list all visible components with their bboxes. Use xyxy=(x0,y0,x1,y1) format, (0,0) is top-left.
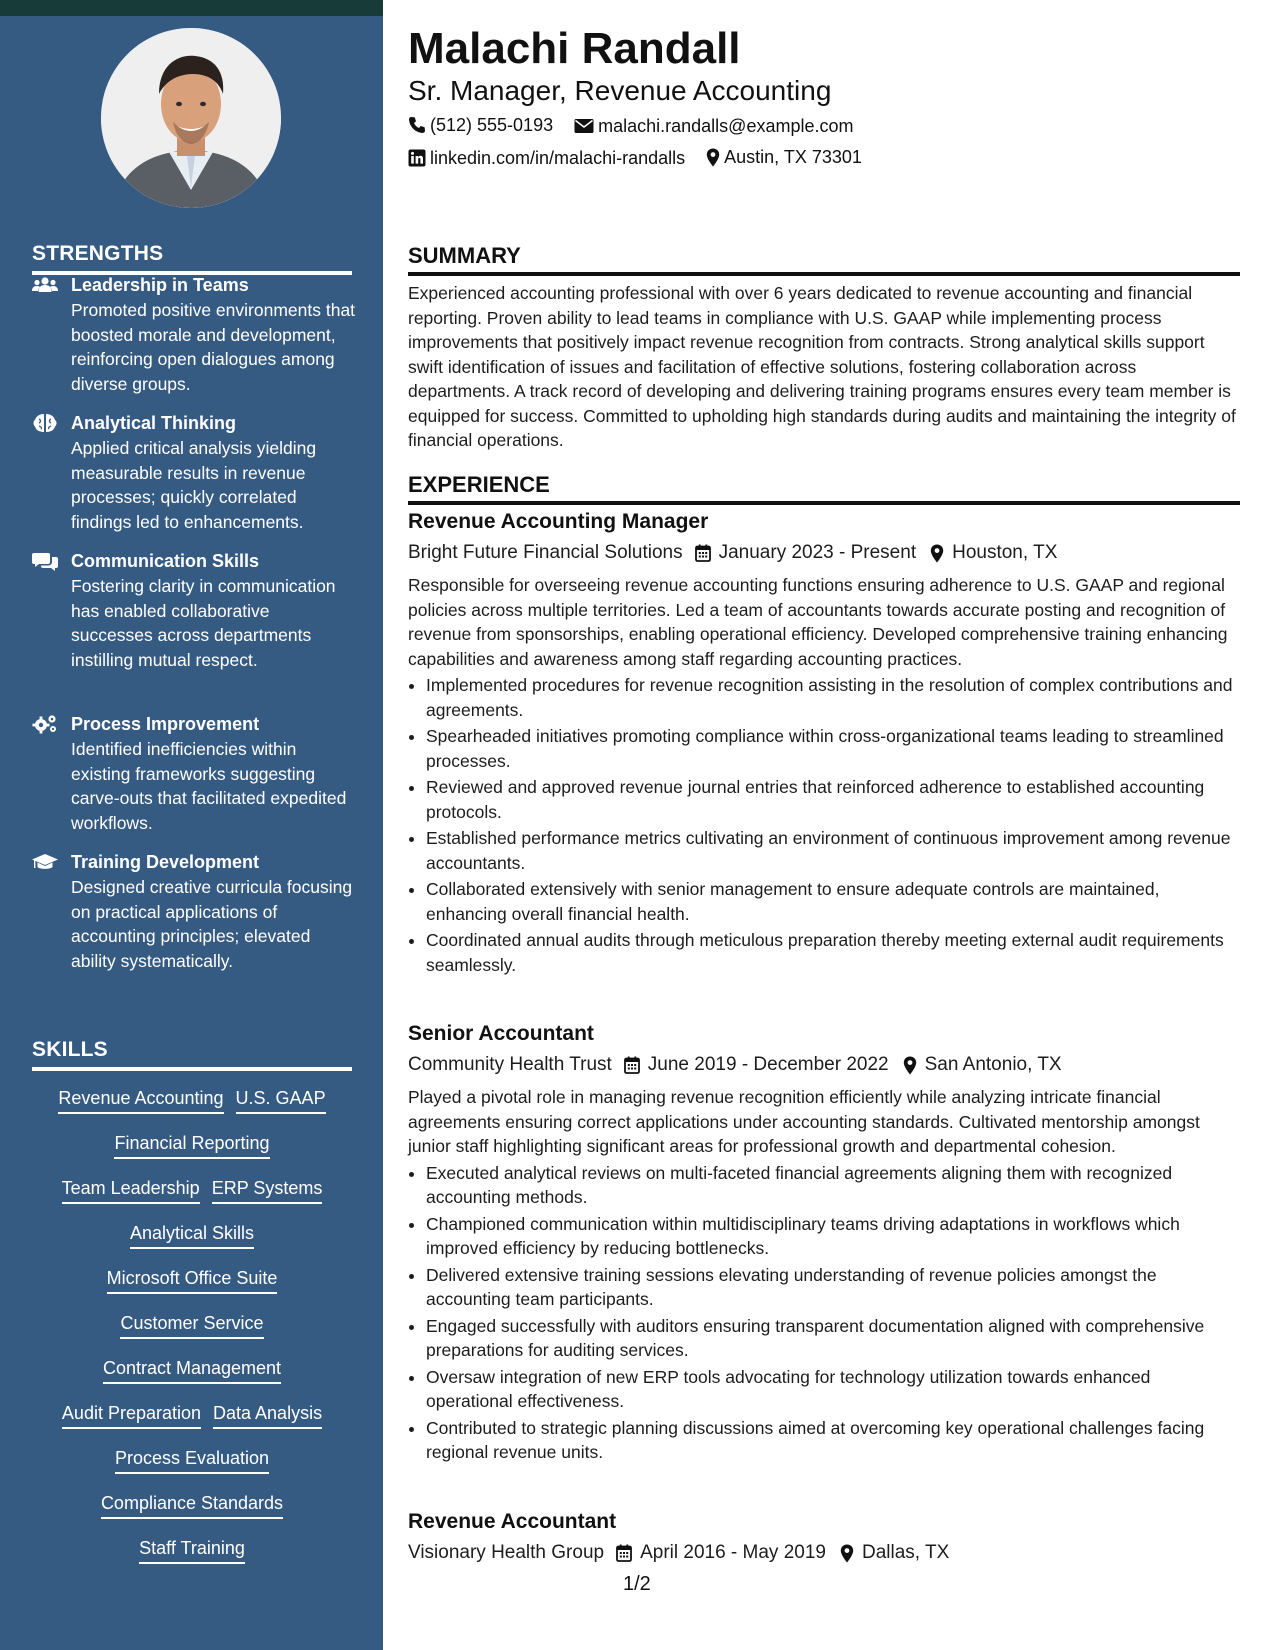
job-dates: April 2016 - May 2019 xyxy=(640,1542,826,1563)
achievement-item: • Engaged successfully with auditors ensuring transparent documentation aligned with comprehensive preparations for auditing services. xyxy=(426,1314,1240,1363)
skill-tag: Customer Service xyxy=(120,1311,263,1339)
strength-description: Applied critical analysis yielding measurable results in revenue processes; quickly correlated findings led to enhancements. xyxy=(71,438,317,532)
achievement-item: • Delivered extensive training sessions elevating understanding of revenue policies amongst the accounting team participants. xyxy=(426,1263,1240,1312)
skill-tag: Financial Reporting xyxy=(114,1131,269,1159)
skill-tag: Revenue Accounting xyxy=(58,1086,223,1114)
location-text: Austin, TX 73301 xyxy=(724,147,862,167)
linkedin-icon xyxy=(408,149,426,167)
strength-title: Training Development xyxy=(71,852,260,872)
email-contact xyxy=(574,114,853,138)
skill-row xyxy=(32,1131,352,1176)
skill-row xyxy=(32,1221,352,1266)
gears-icon xyxy=(32,714,58,734)
contact-row xyxy=(408,145,878,173)
skills-list xyxy=(32,1086,352,1581)
linkedin-url: linkedin.com/in/malachi-randalls xyxy=(430,147,686,168)
strength-title: Leadership in Teams xyxy=(71,275,249,295)
strength-item xyxy=(32,549,362,672)
strength-item xyxy=(32,411,362,534)
sidebar-top-bar xyxy=(0,0,383,16)
job-meta xyxy=(408,1051,1240,1079)
phone-number: (512) 555-0193 xyxy=(430,115,554,135)
strength-item xyxy=(32,273,362,396)
map-pin-icon xyxy=(903,1056,917,1075)
job-dates: June 2019 - December 2022 xyxy=(647,1054,889,1075)
skill-tag: U.S. GAAP xyxy=(236,1086,326,1114)
experience-heading: EXPERIENCE xyxy=(408,471,1240,505)
job-achievements xyxy=(408,1161,1240,1465)
skill-tag: Microsoft Office Suite xyxy=(107,1266,278,1294)
skill-row xyxy=(32,1176,352,1221)
graduation-cap-icon xyxy=(32,852,58,872)
map-pin-icon xyxy=(930,544,944,563)
job-meta xyxy=(408,539,1240,567)
avatar xyxy=(101,28,281,208)
strength-title: Analytical Thinking xyxy=(71,413,237,433)
candidate-title: Sr. Manager, Revenue Accounting xyxy=(408,75,832,106)
strength-title: Process Improvement xyxy=(71,714,260,734)
skill-row xyxy=(32,1311,352,1356)
job-dates: January 2023 - Present xyxy=(718,542,917,563)
job-company: Bright Future Financial Solutions xyxy=(408,542,683,563)
achievement-item: • Oversaw integration of new ERP tools advocating for technology utilization towards enhanced operational effectiveness. xyxy=(426,1365,1240,1414)
skill-tag: ERP Systems xyxy=(212,1176,323,1204)
map-pin-icon xyxy=(840,1544,854,1563)
map-pin-icon xyxy=(706,148,720,167)
strength-description: Fostering clarity in communication has enabled collaborative successes across departments instilling mutual respect. xyxy=(71,576,336,670)
achievement-item: • Spearheaded initiatives promoting compliance within cross-organizational teams leading to streamlined processes. xyxy=(426,724,1240,773)
sidebar xyxy=(0,0,383,1650)
summary-text: Experienced accounting professional with over 6 years dedicated to revenue accounting and financial reporting. Proven ability to lead teams in compliance with U.S. GAAP while implementing process improvements that positively impact revenue recognition from contracts. Strong analytical skills support swift identification of issues and facilitation of effective solutions, fostering collaboration across departments. A track record of developing and delivering training programs ensures every team member is equipped for success. Committed to upholding high standards during audits and maintaining the integrity of financial operations. xyxy=(408,283,1236,450)
job-location: Dallas, TX xyxy=(861,1542,950,1563)
job-achievements xyxy=(408,673,1240,977)
strength-description: Promoted positive environments that boosted morale and development, reinforcing open dialogues among diverse groups. xyxy=(71,300,356,394)
linkedin-contact xyxy=(408,146,685,170)
skills-heading: SKILLS xyxy=(32,1038,352,1071)
strength-description: Identified inefficiencies within existing frameworks suggesting carve-outs that facilitated expedited workflows. xyxy=(71,739,347,833)
skill-tag: Audit Preparation xyxy=(62,1401,201,1429)
strength-description: Designed creative curricula focusing on practical applications of accounting principles; elevated ability systematically. xyxy=(71,877,353,971)
job-location: Houston, TX xyxy=(952,542,1058,563)
phone-contact xyxy=(408,113,553,137)
people-group-icon xyxy=(32,275,58,295)
skill-tag: Data Analysis xyxy=(213,1401,322,1429)
job-meta xyxy=(408,1539,1240,1567)
skill-row xyxy=(32,1086,352,1131)
job-role: Revenue Accountant xyxy=(408,1510,617,1533)
job-company: Community Health Trust xyxy=(408,1054,612,1075)
achievement-item: • Established performance metrics cultivating an environment of continuous improvement among revenue accountants. xyxy=(426,826,1240,875)
page-number: 1/2 xyxy=(623,1573,651,1595)
job-company: Visionary Health Group xyxy=(408,1542,605,1563)
skill-row xyxy=(32,1491,352,1536)
location-contact xyxy=(706,145,862,169)
summary-heading: SUMMARY xyxy=(408,242,1240,276)
skill-tag: Analytical Skills xyxy=(130,1221,254,1249)
achievement-item: • Implemented procedures for revenue recognition assisting in the resolution of complex contributions and agreements. xyxy=(426,673,1240,722)
skill-tag: Team Leadership xyxy=(62,1176,200,1204)
experience-entry xyxy=(408,1508,1240,1567)
job-description: Played a pivotal role in managing revenue recognition efficiently while analyzing intricate financial agreements ensuring correct applications under accounting standards. Cultivated mentorship amongst junior staff highlighting significant areas for professional growth and departmental cohesion. xyxy=(408,1087,1200,1156)
skill-tag: Contract Management xyxy=(103,1356,281,1384)
strengths-heading: STRENGTHS xyxy=(32,242,352,275)
skill-tag: Process Evaluation xyxy=(115,1446,269,1474)
skill-row xyxy=(32,1266,352,1311)
email-address: malachi.randalls@example.com xyxy=(598,116,854,136)
skill-row xyxy=(32,1401,352,1446)
skill-row xyxy=(32,1446,352,1491)
strength-item xyxy=(32,850,362,973)
achievement-item: • Championed communication within multidisciplinary teams driving adaptations in workflows which improved efficiency by reducing bottlenecks. xyxy=(426,1212,1240,1261)
job-description: Responsible for overseeing revenue accounting functions ensuring adherence to U.S. GAAP and regional policies across multiple territories. Led a team of accountants towards accurate posting and recognition of revenue from sponsorships, enabling operational efficiency. Developed comprehensive training enhancing capabilities and awareness among staff regarding accounting practices. xyxy=(408,575,1228,669)
avatar-portrait xyxy=(101,28,281,208)
calendar-icon xyxy=(695,544,711,562)
job-role: Revenue Accounting Manager xyxy=(408,510,709,533)
envelope-icon xyxy=(574,118,594,134)
skill-tag: Staff Training xyxy=(139,1536,245,1564)
achievement-item: • Reviewed and approved revenue journal entries that reinforced adherence to established accounting protocols. xyxy=(426,775,1240,824)
job-location: San Antonio, TX xyxy=(924,1054,1062,1075)
skill-row xyxy=(32,1536,352,1581)
achievement-item: • Collaborated extensively with senior management to ensure adequate controls are maintained, enhancing overall financial health. xyxy=(426,877,1240,926)
job-role: Senior Accountant xyxy=(408,1022,594,1045)
calendar-icon xyxy=(616,1544,632,1562)
brain-icon xyxy=(32,413,58,433)
comments-icon xyxy=(32,551,58,571)
experience-entry xyxy=(408,508,1240,979)
skill-row xyxy=(32,1356,352,1401)
candidate-name: Malachi Randall xyxy=(408,24,741,73)
experience-entry xyxy=(408,1020,1240,1467)
calendar-icon xyxy=(624,1056,640,1074)
strength-item xyxy=(32,712,362,835)
phone-icon xyxy=(408,116,426,134)
contact-row xyxy=(408,113,869,140)
achievement-item: • Contributed to strategic planning discussions aimed at overcoming key operational challenges facing regional revenue units. xyxy=(426,1416,1240,1465)
achievement-item: • Executed analytical reviews on multi-faceted financial agreements aligning them with recognized accounting methods. xyxy=(426,1161,1240,1210)
achievement-item: • Coordinated annual audits through meticulous preparation thereby meeting external audit requirements seamlessly. xyxy=(426,928,1240,977)
strength-title: Communication Skills xyxy=(71,551,260,571)
skill-tag: Compliance Standards xyxy=(101,1491,283,1519)
